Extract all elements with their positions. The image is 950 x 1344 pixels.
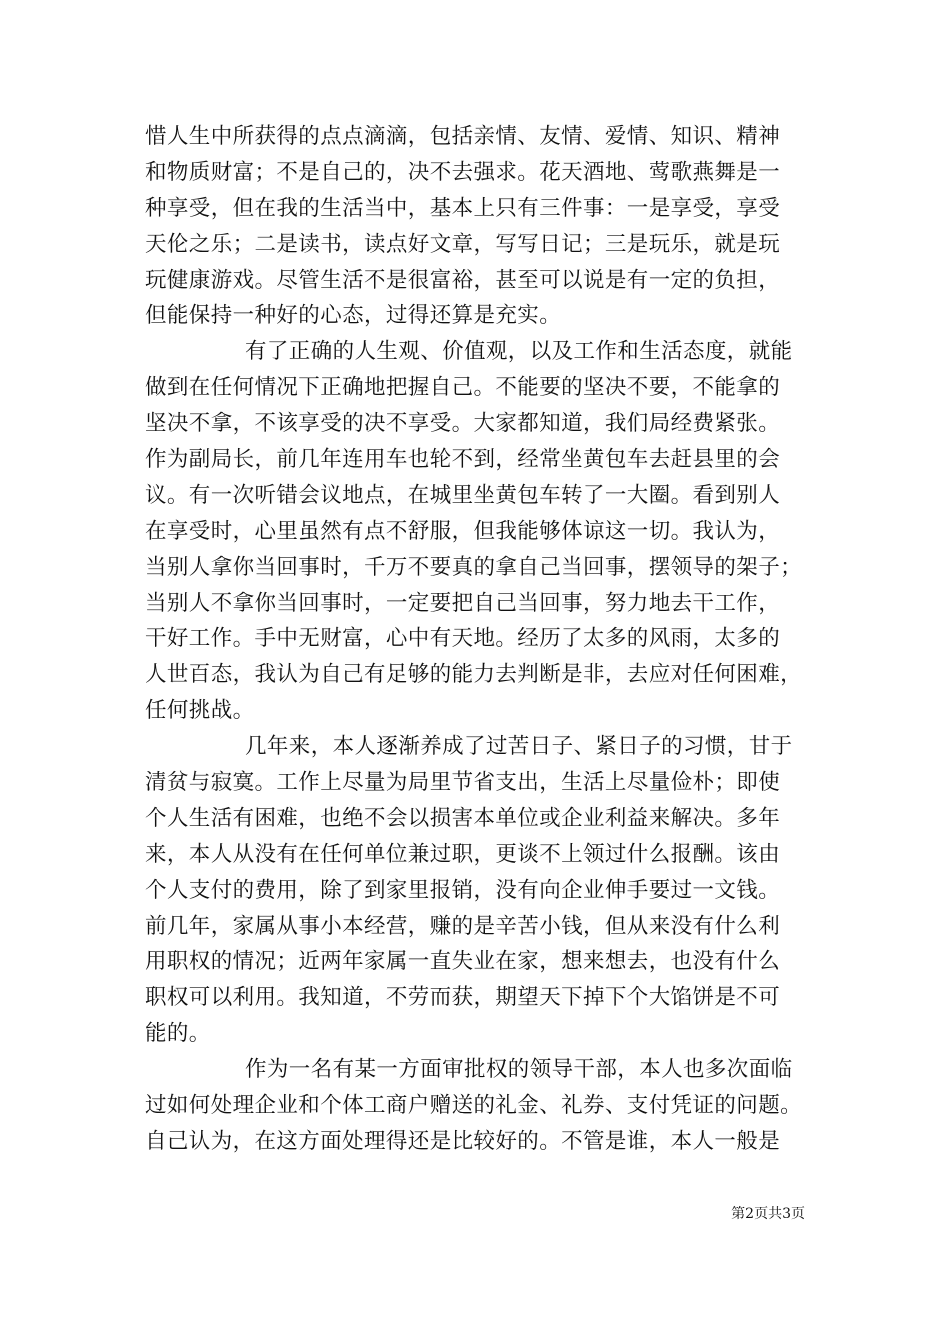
text-line: 坚决不拿，不该享受的决不享受。大家都知道，我们局经费紧张。 (145, 411, 781, 437)
text-line: 但能保持一种好的心态，过得还算是充实。 (145, 303, 562, 329)
document-body (145, 119, 825, 1160)
text-line: 来，本人从没有在任何单位兼过职，更谈不上领过什么报酬。该由 (145, 841, 781, 867)
text-line: 种享受，但在我的生活当中，基本上只有三件事：一是享受，享受 (145, 195, 781, 221)
text-line: 当别人不拿你当回事时，一定要把自己当回事，努力地去干工作， (145, 590, 781, 616)
text-line: 天伦之乐；二是读书，读点好文章，写写日记；三是玩乐，就是玩 (145, 231, 781, 257)
text-line: 做到在任何情况下正确地把握自己。不能要的坚决不要，不能拿的 (145, 375, 781, 401)
text-line: 在享受时，心里虽然有点不舒服，但我能够体谅这一切。我认为， (145, 518, 781, 544)
text-line: 能的。 (145, 1021, 211, 1047)
text-line: 个人生活有困难，也绝不会以损害本单位或企业利益来解决。多年 (145, 805, 781, 831)
page-number-footer: 第2页共3页 (731, 1206, 805, 1222)
text-line: 惜人生中所获得的点点滴滴，包括亲情、友情、爱情、知识、精神 (145, 124, 781, 149)
text-line: 玩健康游戏。尽管生活不是很富裕，甚至可以说是有一定的负担， (145, 267, 781, 293)
text-line: 任何挑战。 (145, 698, 255, 724)
text-line: 有了正确的人生观、价值观，以及工作和生活态度，就能 (245, 339, 793, 365)
text-line: 前几年，家属从事小本经营，赚的是辛苦小钱，但从来没有什么利 (145, 913, 781, 939)
text-line: 和物质财富；不是自己的，决不去强求。花天酒地、莺歌燕舞是一 (145, 159, 781, 185)
text-line: 干好工作。手中无财富，心中有天地。经历了太多的风雨，太多的 (145, 626, 781, 652)
text-line: 职权可以利用。我知道，不劳而获，期望天下掉下个大馅饼是不可 (145, 985, 781, 1011)
text-line: 作为副局长，前几年连用车也轮不到，经常坐黄包车去赶县里的会 (145, 447, 781, 473)
text-line: 当别人拿你当回事时，千万不要真的拿自己当回事，摆领导的架子； (145, 554, 803, 580)
text-line: 个人支付的费用，除了到家里报销，没有向企业伸手要过一文钱。 (145, 877, 781, 903)
text-line: 用职权的情况；近两年家属一直失业在家，想来想去，也没有什么 (145, 949, 781, 975)
text-line: 过如何处理企业和个体工商户赠送的礼金、礼券、支付凭证的问题。 (145, 1093, 803, 1119)
text-line: 几年来，本人逐渐养成了过苦日子、紧日子的习惯，甘于 (245, 734, 793, 760)
text-line: 人世百态，我认为自己有足够的能力去判断是非，去应对任何困难， (145, 662, 803, 688)
text-line: 自己认为，在这方面处理得还是比较好的。不管是谁，本人一般是 (145, 1128, 781, 1154)
text-line: 作为一名有某一方面审批权的领导干部，本人也多次面临 (245, 1057, 793, 1083)
text-line: 议。有一次听错会议地点，在城里坐黄包车转了一大圈。看到别人 (145, 482, 781, 508)
text-line: 清贫与寂寞。工作上尽量为局里节省支出，生活上尽量俭朴；即使 (145, 770, 781, 796)
